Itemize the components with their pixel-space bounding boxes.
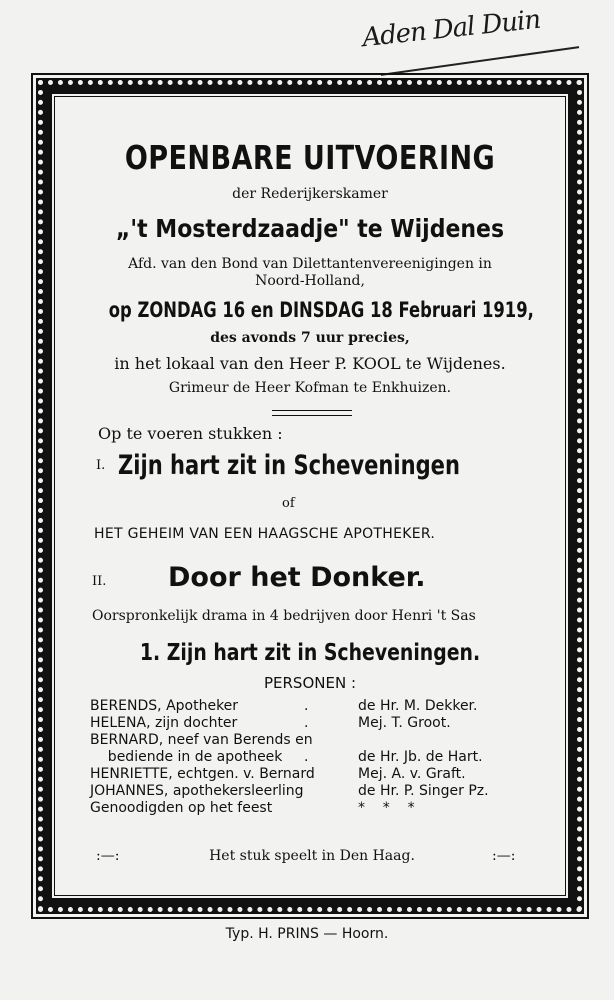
piece2-number: II. xyxy=(92,574,107,589)
performance-time: des avonds 7 uur precies, xyxy=(210,330,410,346)
cast-actor: de Hr. M. Dekker. xyxy=(358,698,478,714)
cast-dots: . xyxy=(304,749,309,765)
section-title: 1. Zijn hart zit in Scheveningen. xyxy=(139,640,481,666)
piece1-subtitle: HET GEHEIM VAN EEN HAAGSCHE APOTHEKER. xyxy=(94,526,436,542)
affiliation-line-2: Noord-Holland, xyxy=(255,273,365,289)
ornament-left: :—: xyxy=(96,848,120,864)
cast-role: HELENA, zijn dochter xyxy=(90,715,238,731)
cast-actor: de Hr. P. Singer Pz. xyxy=(358,783,489,799)
poster-title: OPENBARE UITVOERING xyxy=(124,138,496,177)
cast-row xyxy=(90,766,530,783)
signature-underline xyxy=(381,46,579,76)
affiliation-line-1: Afd. van den Bond van Dilettantenvereenigingen in xyxy=(128,256,492,272)
society-name: „'t Mosterdzaadje" te Wijdenes xyxy=(115,214,505,243)
performance-dates: op ZONDAG 16 en DINSDAG 18 Februari 1919, xyxy=(108,298,534,322)
cast-actor: Mej. T. Groot. xyxy=(358,715,451,731)
divider-rule xyxy=(272,410,352,416)
cast-role: Genoodigden op het feest xyxy=(90,800,273,816)
printer-credit: Typ. H. PRINS — Hoorn. xyxy=(225,926,389,942)
cast-role: HENRIETTE, echtgen. v. Bernard xyxy=(90,766,315,782)
cast-actor: * * * xyxy=(358,800,415,816)
personen-heading: PERSONEN : xyxy=(263,674,356,692)
cast-row xyxy=(90,800,530,817)
cast-dots: . xyxy=(304,715,309,731)
cast-role: bediende in de apotheek xyxy=(90,749,283,765)
cast-actor: Mej. A. v. Graft. xyxy=(358,766,466,782)
piece2-description: Oorspronkelijk drama in 4 bedrijven door Henri 't Sas xyxy=(92,608,476,624)
makeup-artist: Grimeur de Heer Kofman te Enkhuizen. xyxy=(168,380,452,396)
piece1-title: Zijn hart zit in Scheveningen xyxy=(118,450,460,481)
poster-subtitle: der Rederijkerskamer xyxy=(232,186,388,202)
poster-content xyxy=(52,94,568,900)
cast-row xyxy=(90,732,530,749)
cast-dots: . xyxy=(304,698,309,714)
ornament-right: :—: xyxy=(492,848,516,864)
cast-actor: de Hr. Jb. de Hart. xyxy=(358,749,483,765)
venue: in het lokaal van den Heer P. KOOL te Wijdenes. xyxy=(114,354,506,373)
cast-role: BERENDS, Apotheker xyxy=(90,698,239,714)
cast-row xyxy=(90,698,530,715)
closing-line: Het stuk speelt in Den Haag. xyxy=(209,848,415,864)
piece2-title: Door het Donker. xyxy=(168,562,426,593)
piece1-number: I. xyxy=(96,458,106,473)
cast-list xyxy=(90,698,530,817)
cast-row xyxy=(90,783,530,800)
cast-role: JOHANNES, apothekersleerling xyxy=(90,783,304,799)
cast-row xyxy=(90,715,530,732)
piece1-of: of xyxy=(282,496,295,511)
pieces-intro: Op te voeren stukken : xyxy=(98,424,283,443)
cast-role: BERNARD, neef van Berends en xyxy=(90,732,313,748)
cast-row xyxy=(90,749,530,766)
handwritten-signature: Aden Dal Duin xyxy=(360,4,542,54)
